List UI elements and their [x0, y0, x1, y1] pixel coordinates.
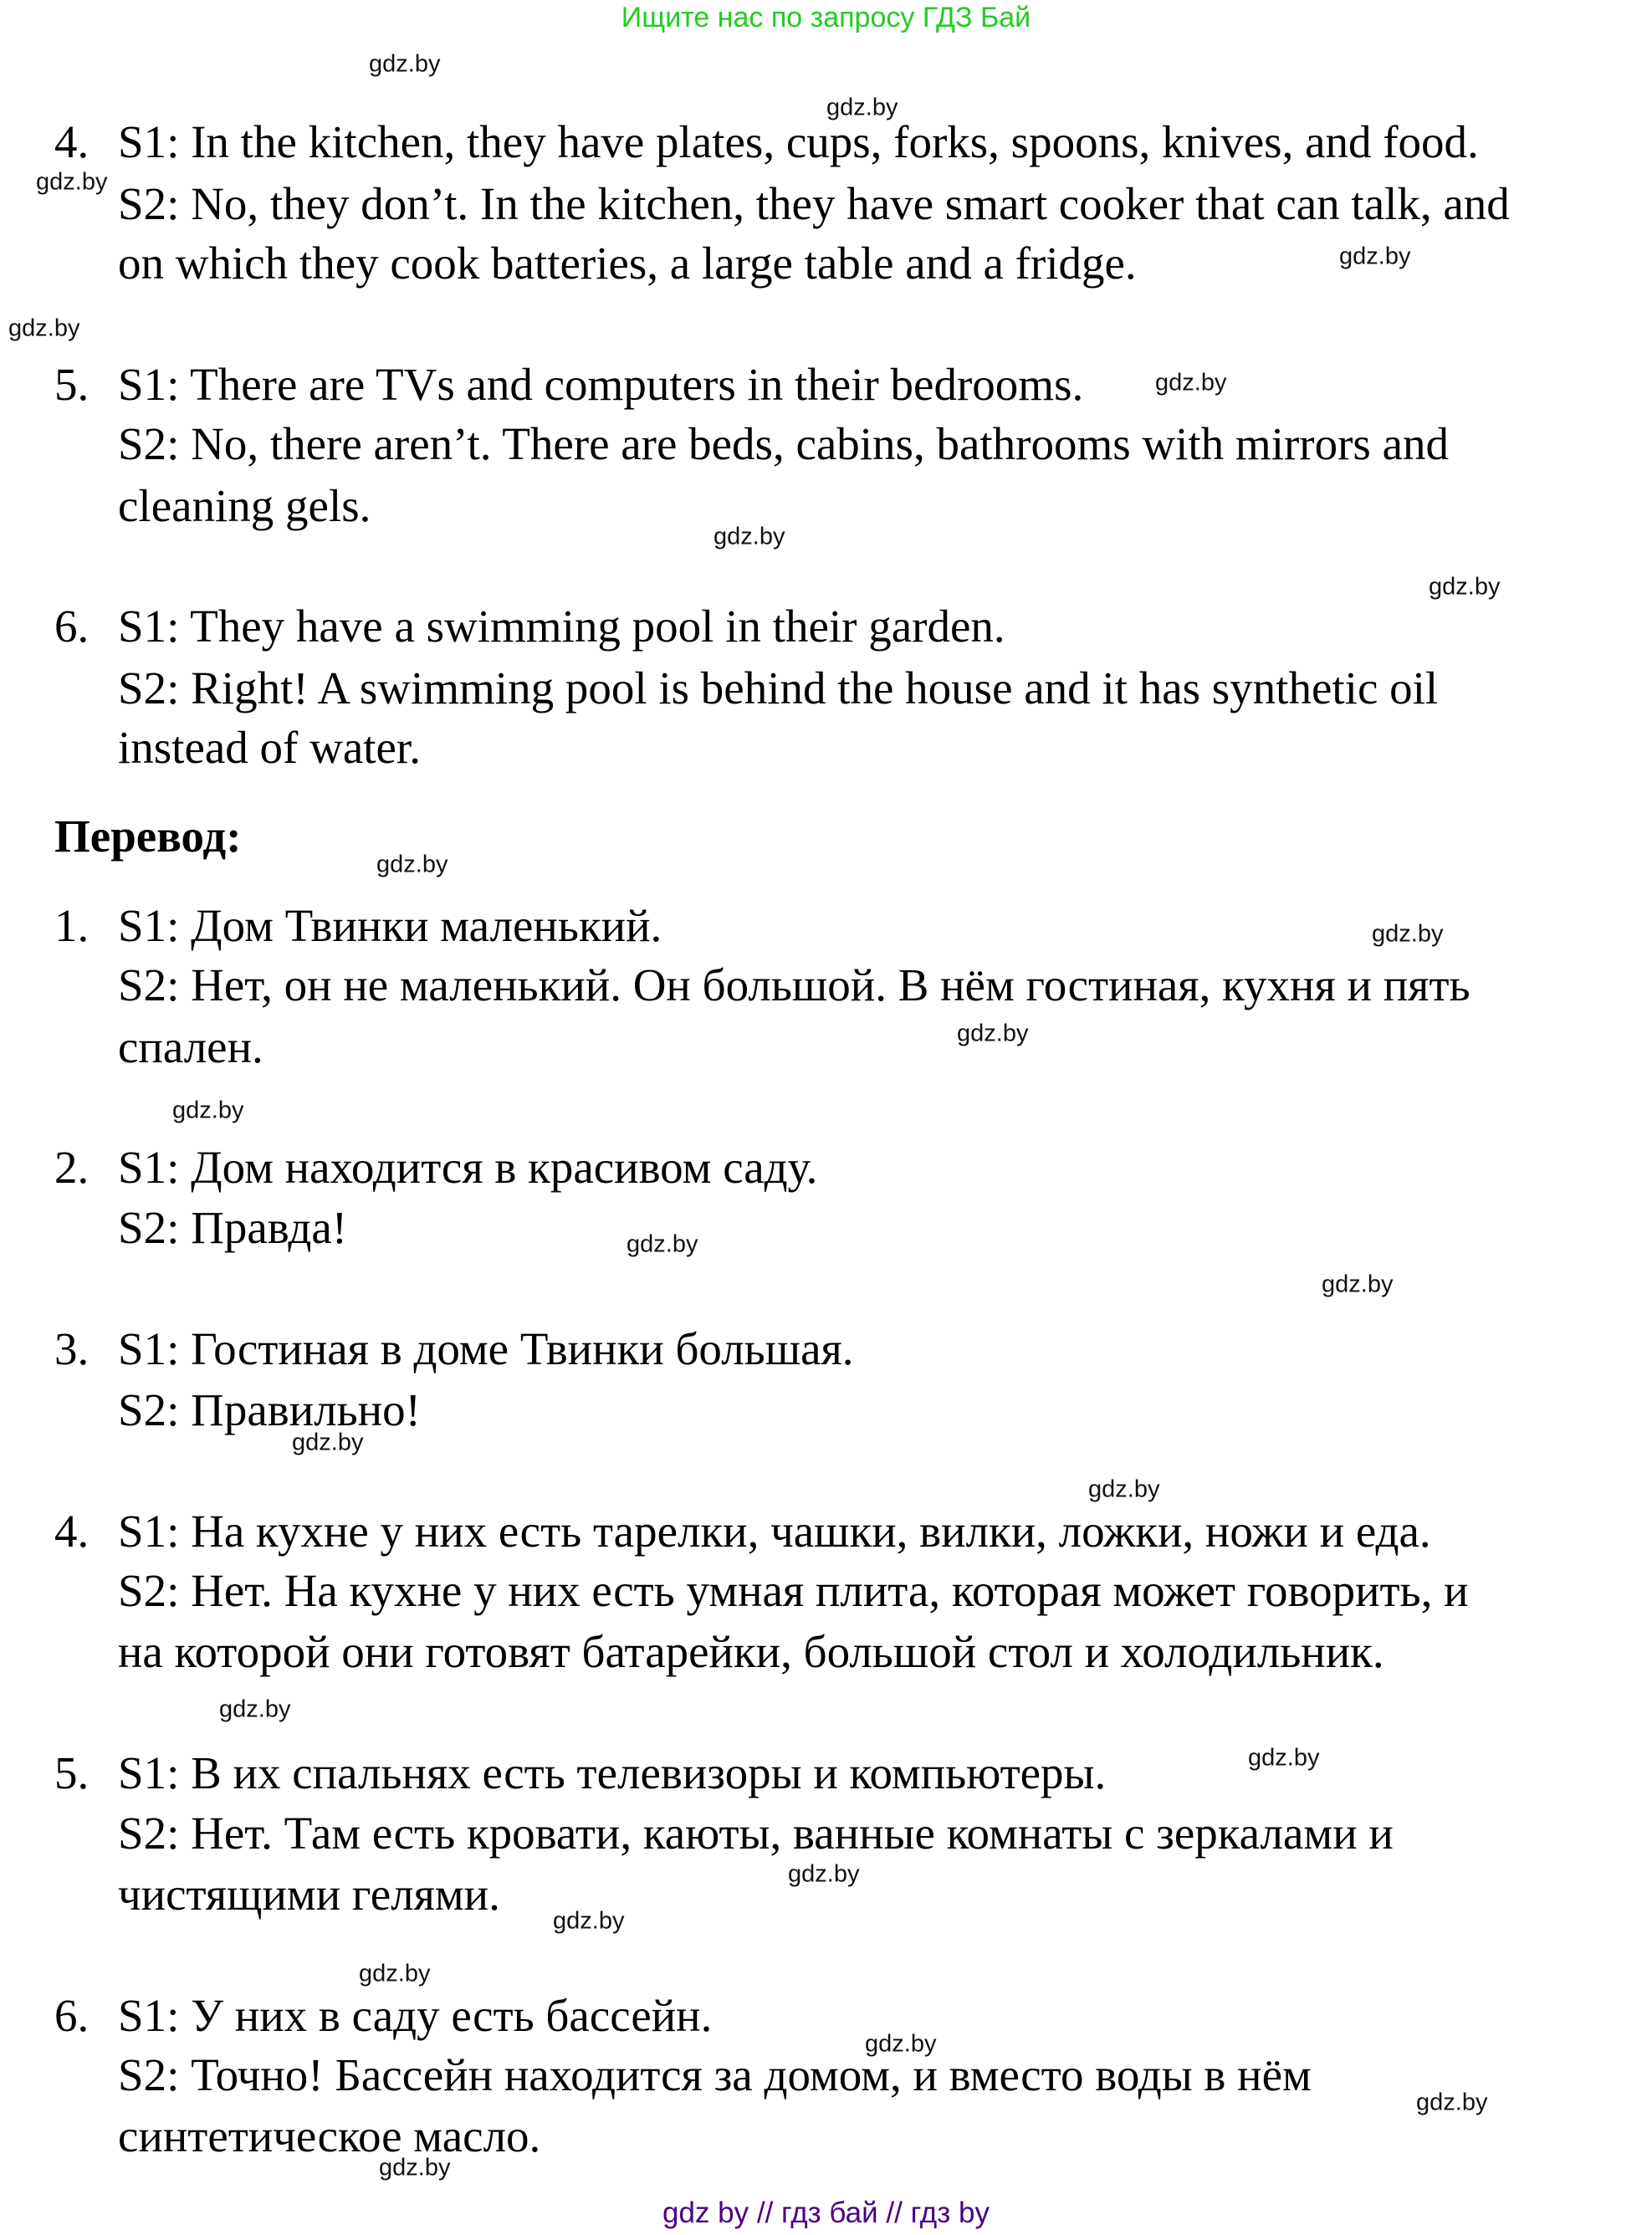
watermark: gdz.by	[788, 1860, 860, 1888]
dialogue-line: S2: No, there aren’t. There are beds, cabins, bathrooms with mirrors and	[118, 418, 1449, 469]
watermark: gdz.by	[1372, 920, 1444, 948]
watermark: gdz.by	[1339, 243, 1411, 270]
dialogue-line: S1: There are TVs and computers in their bedrooms.	[118, 359, 1084, 410]
item-number: 4.	[54, 1506, 90, 1557]
watermark: gdz.by	[1155, 369, 1227, 396]
dialogue-line: S2: Right! A swimming pool is behind the house and it has synthetic oil	[118, 662, 1439, 713]
item-number: 3.	[54, 1323, 90, 1374]
dialogue-line: чистящими гелями.	[118, 1869, 500, 1920]
watermark: gdz.by	[826, 94, 898, 121]
watermark: gdz.by	[292, 1429, 364, 1456]
watermark: gdz.by	[1429, 573, 1501, 601]
watermark: gdz.by	[553, 1907, 625, 1935]
watermark: gdz.by	[627, 1230, 698, 1258]
translation-heading: Перевод:	[54, 811, 242, 862]
item-number: 6.	[54, 1990, 90, 2041]
watermark: gdz.by	[219, 1695, 291, 1723]
dialogue-line: cleaning gels.	[118, 480, 371, 531]
item-number: 2.	[54, 1142, 90, 1193]
watermark: gdz.by	[369, 50, 441, 78]
watermark: gdz.by	[713, 523, 785, 550]
dialogue-line: S1: Дом Твинки маленький.	[118, 900, 662, 951]
item-number: 4.	[54, 116, 90, 167]
promo-banner: Ищите нас по запросу ГДЗ Бай	[621, 2, 1031, 33]
item-number: 1.	[54, 900, 90, 951]
dialogue-line: on which they cook batteries, a large table and a fridge.	[118, 238, 1137, 289]
dialogue-line: S2: Нет, он не маленький. Он большой. В нём гостиная, кухня и пять	[118, 959, 1470, 1010]
watermark: gdz.by	[8, 315, 80, 342]
dialogue-line: S1: They have a swimming pool in their garden.	[118, 601, 1005, 652]
watermark: gdz.by	[172, 1097, 244, 1124]
watermark: gdz.by	[376, 851, 448, 878]
dialogue-line: S2: Правда!	[118, 1202, 348, 1253]
watermark: gdz.by	[1416, 2089, 1488, 2116]
dialogue-line: S1: Гостиная в доме Твинки большая.	[118, 1323, 854, 1374]
dialogue-line: S2: No, they don’t. In the kitchen, they have smart cooker that can talk, and	[118, 178, 1510, 229]
item-number: 6.	[54, 601, 90, 652]
dialogue-line: на которой они готовят батарейки, большой стол и холодильник.	[118, 1626, 1384, 1677]
dialogue-line: instead of water.	[118, 722, 421, 773]
footer-links[interactable]: gdz by // гдз бай // гдз by	[662, 2197, 990, 2229]
dialogue-line: S2: Правильно!	[118, 1384, 421, 1435]
dialogue-line: S1: У них в саду есть бассейн.	[118, 1990, 713, 2041]
dialogue-line: S2: Точно! Бассейн находится за домом, и вместо воды в нём	[118, 2049, 1312, 2100]
dialogue-line: S2: Нет. Там есть кровати, каюты, ванные комнаты с зеркалами и	[118, 1808, 1394, 1859]
dialogue-line: спален.	[118, 1021, 263, 1072]
watermark: gdz.by	[359, 1960, 431, 1987]
watermark: gdz.by	[1088, 1476, 1160, 1503]
watermark: gdz.by	[1322, 1271, 1394, 1298]
watermark: gdz.by	[1248, 1744, 1320, 1772]
dialogue-line: S1: Дом находится в красивом саду.	[118, 1142, 818, 1193]
watermark: gdz.by	[379, 2154, 451, 2181]
watermark: gdz.by	[36, 168, 108, 196]
dialogue-line: S2: Нет. На кухне у них есть умная плита, которая может говорить, и	[118, 1565, 1469, 1616]
dialogue-line: S1: In the kitchen, they have plates, cups, forks, spoons, knives, and food.	[118, 116, 1479, 167]
watermark: gdz.by	[957, 1020, 1029, 1047]
watermark: gdz.by	[865, 2030, 937, 2058]
item-number: 5.	[54, 359, 90, 410]
dialogue-line: S1: В их спальнях есть телевизоры и компьютеры.	[118, 1747, 1107, 1798]
dialogue-line: S1: На кухне у них есть тарелки, чашки, вилки, ложки, ножи и еда.	[118, 1506, 1431, 1557]
dialogue-line: синтетическое масло.	[118, 2110, 541, 2161]
item-number: 5.	[54, 1747, 90, 1798]
